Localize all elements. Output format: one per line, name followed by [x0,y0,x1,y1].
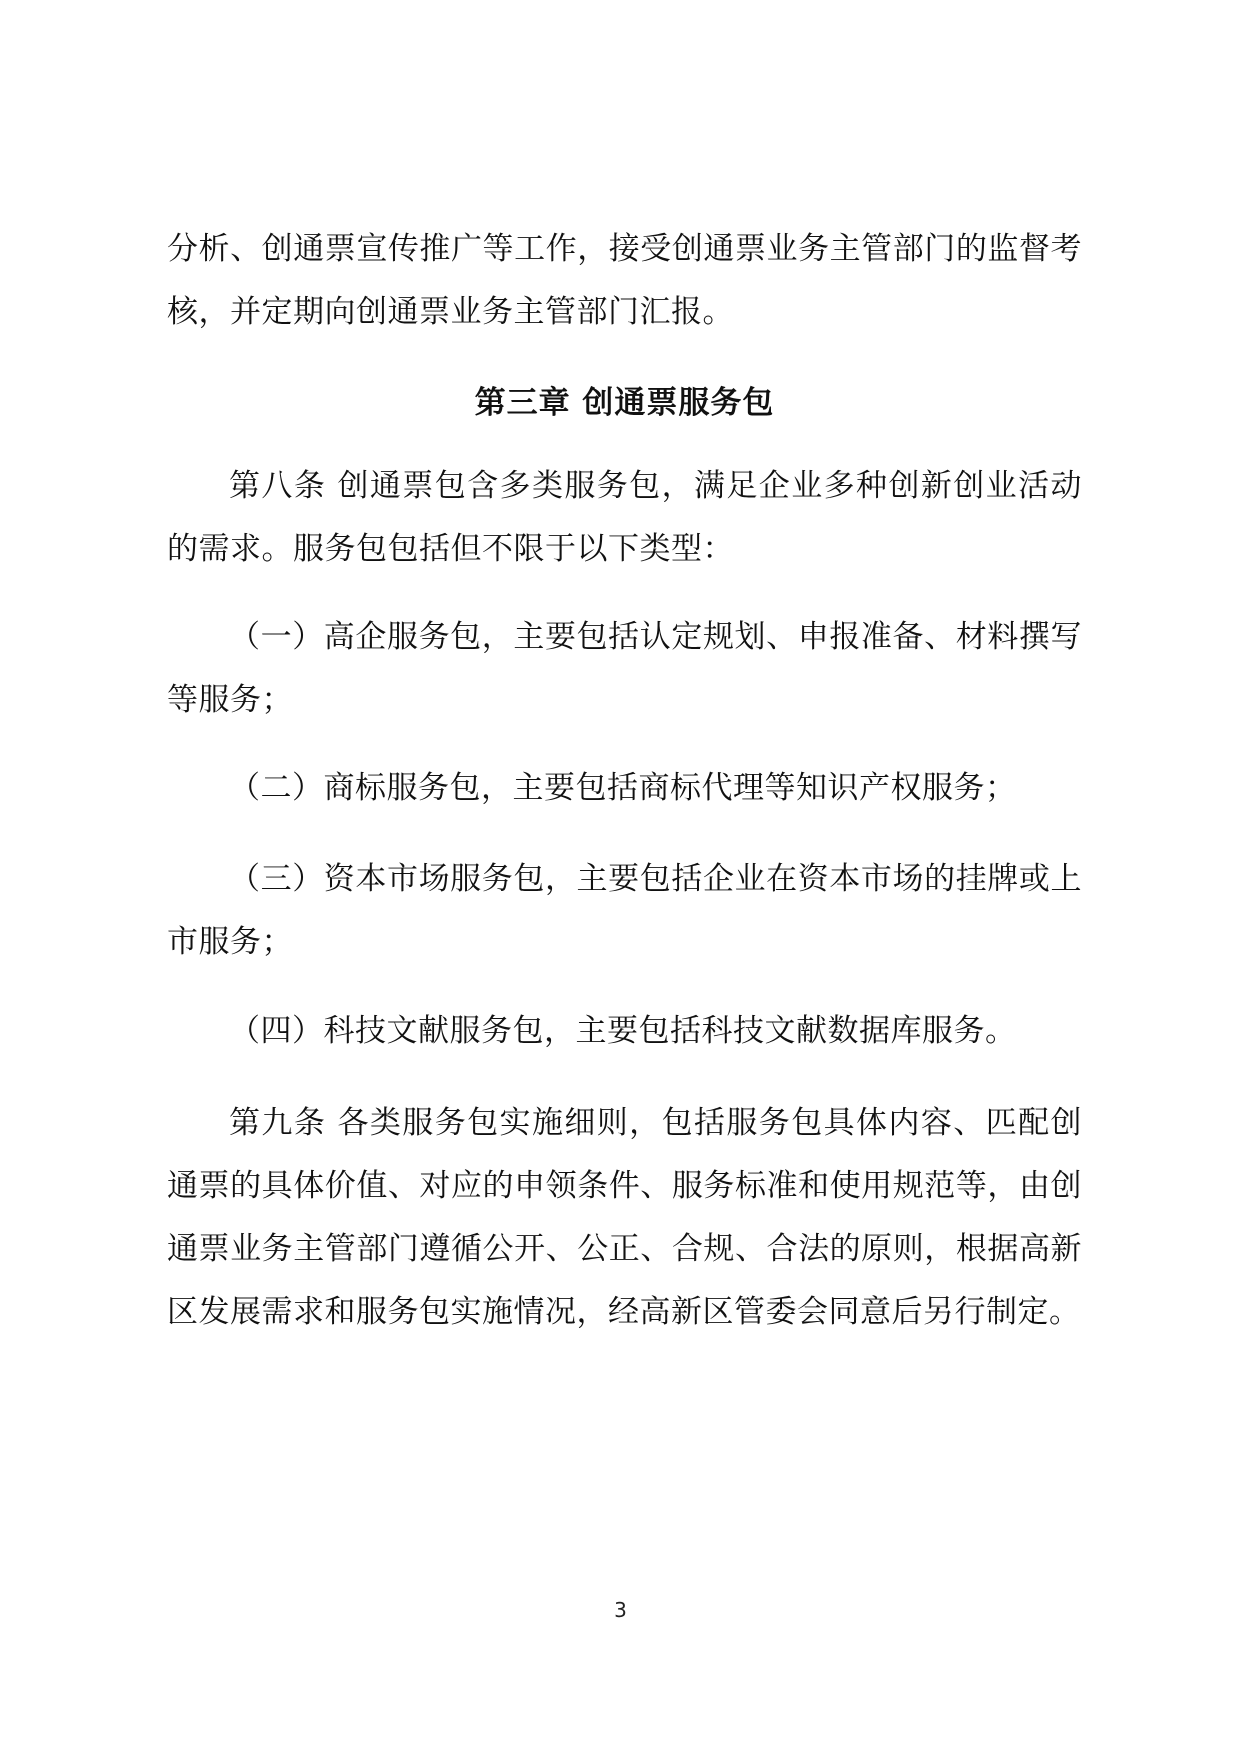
list-item-4: （四）科技文献服务包，主要包括科技文献数据库服务。 [229,1013,1017,1049]
list-item-2: （二）商标服务包，主要包括商标代理等知识产权服务； [229,770,1017,806]
paragraph-article-8: 第八条 创通票包含多类服务包，满足企业多种创新创业活动的需求。服务包包括但不限于以下类型： [167,468,1082,567]
list-item-1: （一）高企服务包，主要包括认定规划、申报准备、材料撰写等服务； [167,619,1082,718]
chapter-title: 第三章 创通票服务包 [474,385,775,421]
paragraph-article-9: 第九条 各类服务包实施细则，包括服务包具体内容、匹配创通票的具体价值、对应的申领条件、服务标准和使用规范等，由创通票业务主管部门遵循公开、公正、合规、合法的原则，根据高新区发展需求和服务包实施情况，经高新区管委会同意后另行制定。 [167,1105,1082,1330]
page-number: 3 [614,1598,627,1622]
paragraph-continuation: 分析、创通票宣传推广等工作，接受创通票业务主管部门的监督考核，并定期向创通票业务主管部门汇报。 [167,231,1082,330]
list-item-3: （三）资本市场服务包，主要包括企业在资本市场的挂牌或上市服务； [167,861,1082,960]
